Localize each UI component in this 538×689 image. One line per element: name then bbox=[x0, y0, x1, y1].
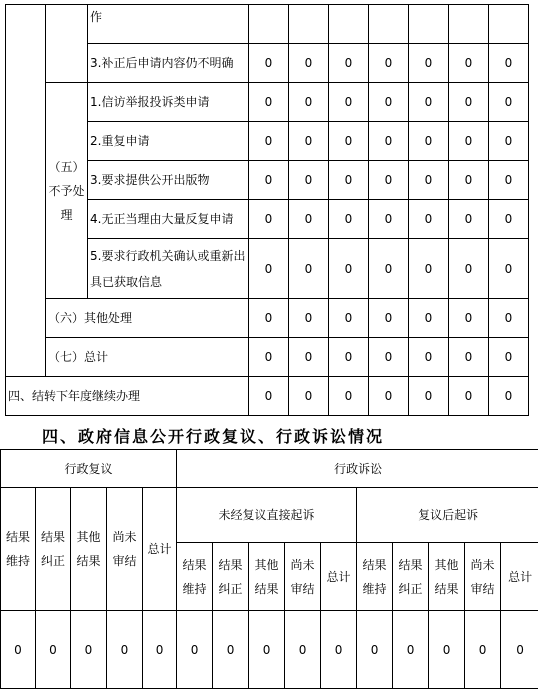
cell: 0 bbox=[289, 83, 329, 122]
cell: 0 bbox=[329, 200, 369, 239]
review-result-upheld: 结果维持 bbox=[1, 488, 36, 611]
cell: 0 bbox=[329, 299, 369, 338]
cell: 0 bbox=[249, 338, 289, 377]
after-review-header: 复议后起诉 bbox=[357, 488, 538, 543]
direct-result-upheld: 结果维持 bbox=[177, 543, 213, 611]
cell: 0 bbox=[289, 161, 329, 200]
cell: 0 bbox=[393, 611, 429, 689]
cell: 0 bbox=[249, 239, 289, 299]
cell: 0 bbox=[329, 239, 369, 299]
table-row bbox=[1, 611, 538, 689]
cell: 0 bbox=[489, 200, 529, 239]
table-row bbox=[6, 83, 529, 122]
cell: 0 bbox=[289, 377, 329, 416]
cell: 0 bbox=[449, 44, 489, 83]
cell: 0 bbox=[289, 200, 329, 239]
cell: 0 bbox=[449, 161, 489, 200]
cell: 0 bbox=[249, 377, 289, 416]
cell: 0 bbox=[409, 83, 449, 122]
cell bbox=[249, 5, 289, 44]
section-five-label: （五）不予处理 bbox=[46, 83, 88, 299]
litigation-header: 行政诉讼 bbox=[177, 450, 538, 488]
direct-result-total: 总计 bbox=[321, 543, 357, 611]
cell: 0 bbox=[369, 122, 409, 161]
cell: 0 bbox=[489, 239, 529, 299]
cell: 0 bbox=[329, 161, 369, 200]
cell: 0 bbox=[285, 611, 321, 689]
cell: 0 bbox=[489, 122, 529, 161]
after-result-total: 总计 bbox=[501, 543, 538, 611]
review-result-total: 总计 bbox=[143, 488, 177, 611]
cell: 0 bbox=[249, 299, 289, 338]
cell: 0 bbox=[249, 44, 289, 83]
cell: 0 bbox=[249, 161, 289, 200]
cell: 0 bbox=[409, 44, 449, 83]
after-result-upheld: 结果维持 bbox=[357, 543, 393, 611]
table-row bbox=[6, 299, 529, 338]
cell: 0 bbox=[449, 338, 489, 377]
cell bbox=[369, 5, 409, 44]
table-row bbox=[6, 338, 529, 377]
cell: 0 bbox=[369, 239, 409, 299]
cell: 0 bbox=[409, 299, 449, 338]
cell: 0 bbox=[465, 611, 501, 689]
row-label: 3.要求提供公开出版物 bbox=[88, 161, 249, 200]
cell: 0 bbox=[409, 200, 449, 239]
cell: 0 bbox=[357, 611, 393, 689]
cell: 0 bbox=[249, 200, 289, 239]
cell: 0 bbox=[449, 83, 489, 122]
table-row bbox=[6, 5, 529, 44]
table-row bbox=[6, 377, 529, 416]
cell: 0 bbox=[449, 239, 489, 299]
outer-group-cell bbox=[6, 5, 46, 377]
cell: 0 bbox=[449, 299, 489, 338]
cell: 0 bbox=[329, 122, 369, 161]
cell: 0 bbox=[289, 239, 329, 299]
direct-result-pending: 尚未审结 bbox=[285, 543, 321, 611]
row-label: （七）总计 bbox=[46, 338, 249, 377]
row-label: 1.信访举报投诉类申请 bbox=[88, 83, 249, 122]
cell: 0 bbox=[369, 377, 409, 416]
cell: 0 bbox=[369, 299, 409, 338]
cell: 0 bbox=[71, 611, 107, 689]
cell bbox=[329, 5, 369, 44]
cell bbox=[489, 5, 529, 44]
review-result-corrected: 结果纠正 bbox=[36, 488, 71, 611]
cell: 0 bbox=[449, 200, 489, 239]
cell: 0 bbox=[449, 377, 489, 416]
table-row bbox=[1, 488, 538, 543]
cell bbox=[449, 5, 489, 44]
group-cell bbox=[46, 5, 88, 83]
after-result-pending: 尚未审结 bbox=[465, 543, 501, 611]
row-label: （六）其他处理 bbox=[46, 299, 249, 338]
cell: 0 bbox=[143, 611, 177, 689]
cell: 0 bbox=[289, 122, 329, 161]
cell: 0 bbox=[489, 299, 529, 338]
cell: 0 bbox=[369, 200, 409, 239]
cell: 0 bbox=[489, 338, 529, 377]
cell bbox=[409, 5, 449, 44]
cell: 0 bbox=[489, 83, 529, 122]
cell: 0 bbox=[501, 611, 538, 689]
cell: 0 bbox=[369, 83, 409, 122]
table-row bbox=[1, 450, 538, 488]
after-result-other: 其他结果 bbox=[429, 543, 465, 611]
row-label: 3.补正后申请内容仍不明确 bbox=[88, 44, 249, 83]
review-result-pending: 尚未审结 bbox=[107, 488, 143, 611]
cell: 0 bbox=[36, 611, 71, 689]
cell: 0 bbox=[249, 122, 289, 161]
review-result-other: 其他结果 bbox=[71, 488, 107, 611]
cell: 0 bbox=[329, 338, 369, 377]
outcome-table bbox=[5, 4, 529, 416]
cell: 0 bbox=[289, 299, 329, 338]
cell: 0 bbox=[329, 83, 369, 122]
after-result-corrected: 结果纠正 bbox=[393, 543, 429, 611]
cell: 0 bbox=[107, 611, 143, 689]
row-label: 作 bbox=[88, 5, 249, 44]
cell: 0 bbox=[449, 122, 489, 161]
direct-result-corrected: 结果纠正 bbox=[213, 543, 249, 611]
row-label: 5.要求行政机关确认或重新出具已获取信息 bbox=[88, 239, 249, 299]
row-label: 4.无正当理由大量反复申请 bbox=[88, 200, 249, 239]
cell: 0 bbox=[409, 377, 449, 416]
cell: 0 bbox=[489, 44, 529, 83]
cell: 0 bbox=[369, 44, 409, 83]
direct-suit-header: 未经复议直接起诉 bbox=[177, 488, 357, 543]
review-header: 行政复议 bbox=[1, 450, 177, 488]
cell: 0 bbox=[489, 377, 529, 416]
cell: 0 bbox=[249, 611, 285, 689]
cell: 0 bbox=[1, 611, 36, 689]
row-label: 四、结转下年度继续办理 bbox=[6, 377, 249, 416]
cell: 0 bbox=[289, 44, 329, 83]
cell: 0 bbox=[249, 83, 289, 122]
cell: 0 bbox=[489, 161, 529, 200]
cell: 0 bbox=[289, 338, 329, 377]
cell: 0 bbox=[329, 44, 369, 83]
cell: 0 bbox=[329, 377, 369, 416]
section-heading: 四、政府信息公开行政复议、行政诉讼情况 bbox=[42, 424, 384, 447]
cell: 0 bbox=[409, 338, 449, 377]
cell: 0 bbox=[369, 338, 409, 377]
cell: 0 bbox=[213, 611, 249, 689]
cell: 0 bbox=[321, 611, 357, 689]
cell bbox=[289, 5, 329, 44]
direct-result-other: 其他结果 bbox=[249, 543, 285, 611]
cell: 0 bbox=[177, 611, 213, 689]
row-label: 2.重复申请 bbox=[88, 122, 249, 161]
review-litigation-table bbox=[0, 449, 538, 689]
cell: 0 bbox=[409, 122, 449, 161]
cell: 0 bbox=[429, 611, 465, 689]
cell: 0 bbox=[409, 239, 449, 299]
cell: 0 bbox=[409, 161, 449, 200]
cell: 0 bbox=[369, 161, 409, 200]
